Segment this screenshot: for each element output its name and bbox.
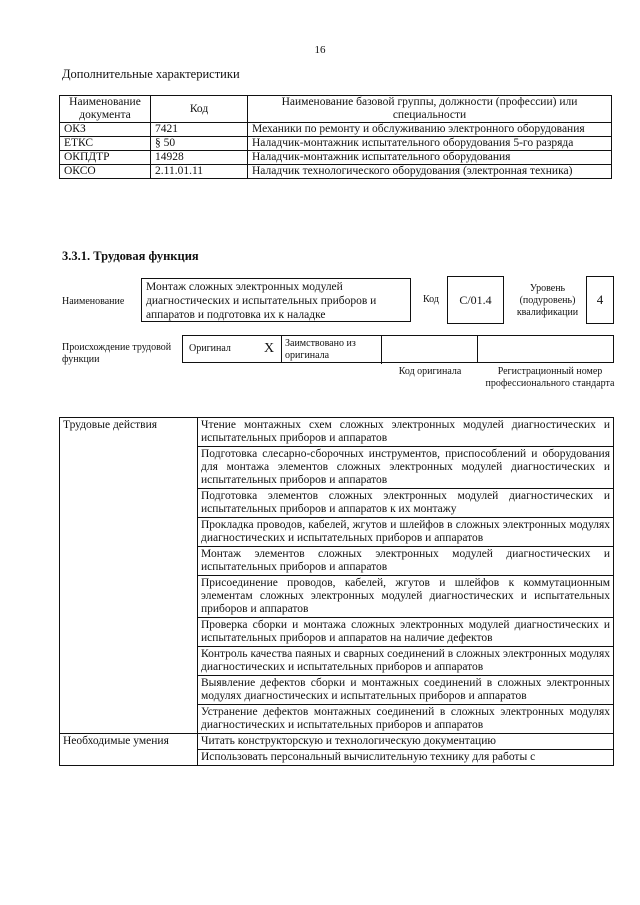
table-cell: ЕТКС (60, 137, 151, 151)
table-cell: ОКПДТР (60, 151, 151, 165)
original-code-cell (381, 336, 478, 362)
labor-action-item: Выявление дефектов сборки и монтажных соединений в сложных электронных модулях диагностических и испытательных приборов и аппаратов (198, 676, 614, 705)
column-header-document: Наименование документа (60, 96, 151, 123)
skill-item: Использовать персональный вычислительную технику для работы с (198, 750, 614, 766)
original-label: Оригинал (189, 343, 231, 354)
labor-function-table (59, 417, 614, 766)
table-row (60, 151, 612, 165)
qualification-level-label: Уровень (подуровень) квалификации (516, 283, 579, 318)
table-cell: Наладчик технологического оборудования (электронная техника) (248, 165, 612, 179)
labor-action-item: Прокладка проводов, кабелей, жгутов и шлейфов в сложных электронных модулях диагностических и испытательных приборов и аппаратов (198, 518, 614, 547)
table-cell: 14928 (151, 151, 248, 165)
table-row (60, 123, 612, 137)
column-header-group: Наименование базовой группы, должности (профессии) или специальности (248, 96, 612, 123)
function-code-value: C/01.4 (447, 276, 504, 324)
labor-action-item: Устранение дефектов монтажных соединений в сложных электронных модулях диагностических и испытательных приборов и аппаратов (198, 705, 614, 734)
code-label: Код (423, 294, 439, 305)
table-header-row (60, 96, 612, 123)
table-row (60, 418, 614, 447)
function-heading: 3.3.1. Трудовая функция (62, 249, 199, 263)
table-row (60, 165, 612, 179)
labor-action-item: Чтение монтажных схем сложных электронных модулей диагностических и испытательных приборов и аппаратов (198, 418, 614, 447)
qualification-level-value: 4 (586, 276, 614, 324)
labor-action-item: Контроль качества паяных и сварных соединений в сложных электронных модулях диагностических и испытательных приборов и аппаратов (198, 647, 614, 676)
labor-actions-label: Трудовые действия (60, 418, 198, 734)
skills-label: Необходимые умения (60, 734, 198, 766)
name-label: Наименование (62, 296, 125, 307)
table-cell: Наладчик-монтажник испытательного оборудования (248, 151, 612, 165)
table-row (60, 137, 612, 151)
skill-item: Читать конструкторскую и технологическую документацию (198, 734, 614, 750)
origin-row (182, 335, 614, 363)
function-name-value: Монтаж сложных электронных модулей диагностических и испытательных приборов и аппаратов и подготовка их к наладке (141, 278, 411, 322)
origin-label: Происхождение трудовой функции (62, 342, 172, 365)
labor-action-item: Подготовка элементов сложных электронных модулей диагностических и испытательных приборов и аппаратов к их монтажу (198, 489, 614, 518)
table-cell: § 50 (151, 137, 248, 151)
registration-number-caption: Регистрационный номер профессионального стандарта (485, 366, 615, 389)
table-cell: 2.11.01.11 (151, 165, 248, 179)
labor-action-item: Монтаж элементов сложных электронных модулей диагностических и испытательных приборов и аппаратов (198, 547, 614, 576)
table-cell: 7421 (151, 123, 248, 137)
table-cell: Механики по ремонту и обслуживанию электронного оборудования (248, 123, 612, 137)
table-cell: Наладчик-монтажник испытательного оборудования 5-го разряда (248, 137, 612, 151)
column-header-code: Код (151, 96, 248, 123)
table-cell: ОКЗ (60, 123, 151, 137)
labor-action-item: Подготовка слесарно-сборочных инструментов, приспособлений и оборудования для монтажа элементов сложных электронных модулей диагностических и испытательных приборов и аппаратов (198, 447, 614, 489)
original-mark: X (257, 336, 282, 362)
labor-action-item: Присоединение проводов, кабелей, жгутов и шлейфов к коммутационным элементам сложных электронных модулей диагностических и испытательных приборов и аппаратов (198, 576, 614, 618)
borrowed-label: Заимствовано из оригинала (281, 336, 382, 364)
labor-action-item: Проверка сборки и монтажа сложных электронных модулей диагностических и испытательных приборов и аппаратов на наличие дефектов (198, 618, 614, 647)
page-number: 16 (314, 44, 326, 56)
original-code-caption: Код оригинала (398, 366, 462, 377)
section-heading: Дополнительные характеристики (62, 67, 240, 81)
characteristics-table (59, 95, 612, 179)
table-row (60, 734, 614, 750)
table-cell: ОКСО (60, 165, 151, 179)
